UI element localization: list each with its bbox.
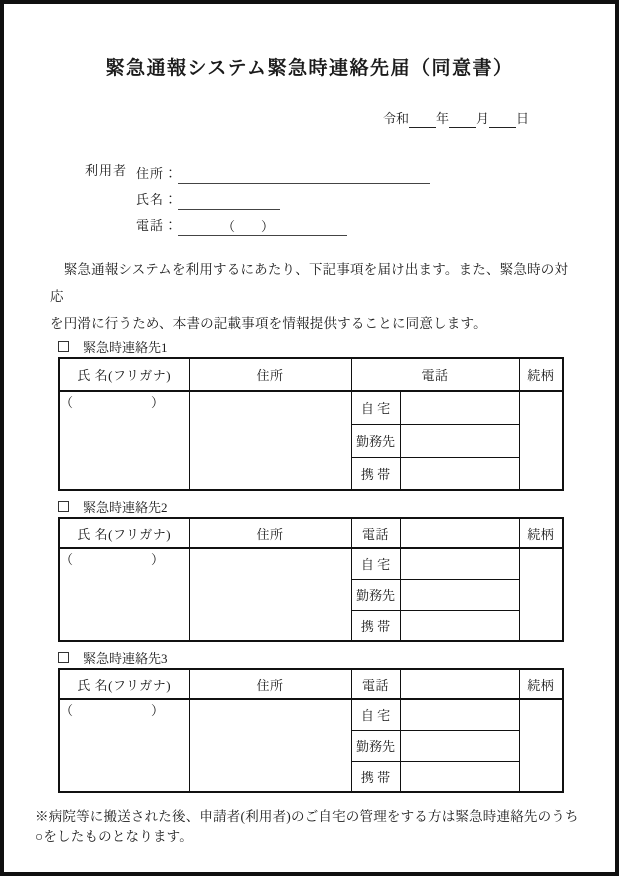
intro-paragraph <box>50 256 580 337</box>
table-header-row <box>59 669 563 699</box>
phone-mobile-input-cell <box>400 457 519 490</box>
col-header-phone-empty <box>400 518 519 548</box>
col-header-name: 氏 名(フリガナ) <box>59 518 189 548</box>
phone-mobile-label: 携 帯 <box>351 761 400 792</box>
phone-home-label: 自 宅 <box>351 391 400 424</box>
user-fields <box>136 158 430 236</box>
table-header-row <box>59 518 563 548</box>
footnote-line-2: ○をしたものとなります。 <box>35 829 193 844</box>
col-header-phone: 電話 <box>351 669 400 699</box>
col-header-phone: 電話 <box>351 518 400 548</box>
user-address-line <box>136 158 430 184</box>
phone-home-input-cell <box>400 391 519 424</box>
day-blank-field <box>489 114 516 128</box>
name-input-cell <box>59 548 189 641</box>
phone-work-label: 勤務先 <box>351 579 400 610</box>
col-header-relation: 続柄 <box>519 669 563 699</box>
emergency-contact-table-2 <box>58 517 564 642</box>
furigana-parens: （ ） <box>60 395 165 410</box>
col-header-address: 住所 <box>189 518 351 548</box>
section-label-text: 緊急時連絡先2 <box>83 499 168 515</box>
phone-home-label: 自 宅 <box>351 548 400 579</box>
address-input-cell <box>189 699 351 792</box>
relation-input-cell <box>519 548 563 641</box>
phone-mobile-input-cell <box>400 761 519 792</box>
user-info-block <box>85 158 615 236</box>
intro-line-2: を円滑に行うため、本書の記載事項を情報提供することに同意します。 <box>50 316 487 331</box>
col-header-name: 氏 名(フリガナ) <box>59 669 189 699</box>
address-blank-field <box>178 166 430 184</box>
section-label-contact-1 <box>58 337 615 355</box>
year-blank-field <box>409 114 436 128</box>
section-label-contact-2 <box>58 497 615 515</box>
relation-input-cell <box>519 699 563 792</box>
month-blank-field <box>449 114 476 128</box>
checkbox-icon <box>58 501 69 512</box>
phone-label: 電話： <box>136 218 179 233</box>
phone-work-label: 勤務先 <box>351 730 400 761</box>
table-row <box>59 699 563 730</box>
date-line <box>4 110 615 128</box>
phone-mobile-label: 携 帯 <box>351 610 400 641</box>
name-label: 氏名： <box>136 192 179 207</box>
phone-mobile-input-cell <box>400 610 519 641</box>
col-header-address: 住所 <box>189 669 351 699</box>
phone-blank-field: （ ） <box>178 218 347 236</box>
section-label-text: 緊急時連絡先1 <box>83 339 168 355</box>
col-header-address: 住所 <box>189 358 351 391</box>
phone-mobile-label: 携 帯 <box>351 457 400 490</box>
address-label: 住所： <box>136 166 179 181</box>
name-blank-field <box>178 192 280 210</box>
phone-home-input-cell <box>400 699 519 730</box>
col-header-relation: 続柄 <box>519 358 563 391</box>
phone-work-label: 勤務先 <box>351 424 400 457</box>
col-header-relation: 続柄 <box>519 518 563 548</box>
footnote <box>35 807 595 847</box>
name-input-cell <box>59 391 189 490</box>
furigana-parens: （ ） <box>60 552 165 567</box>
user-phone-line <box>136 210 430 236</box>
relation-input-cell <box>519 391 563 490</box>
address-input-cell <box>189 391 351 490</box>
table-row <box>59 391 563 424</box>
furigana-parens: （ ） <box>60 703 165 718</box>
phone-home-label: 自 宅 <box>351 699 400 730</box>
emergency-contact-table-1 <box>58 357 564 491</box>
page-title: 緊急通報システム緊急時連絡先届（同意書） <box>105 58 514 79</box>
phone-work-input-cell <box>400 579 519 610</box>
col-header-phone-empty <box>400 669 519 699</box>
user-name-line <box>136 184 430 210</box>
name-input-cell <box>59 699 189 792</box>
col-header-name: 氏 名(フリガナ) <box>59 358 189 391</box>
phone-work-input-cell <box>400 424 519 457</box>
phone-home-input-cell <box>400 548 519 579</box>
year-suffix: 年 <box>435 111 449 126</box>
checkbox-icon <box>58 341 69 352</box>
section-label-text: 緊急時連絡先3 <box>83 650 168 666</box>
intro-line-1: 緊急通報システムを利用するにあたり、下記事項を届け出ます。また、緊急時の対応 <box>50 262 569 304</box>
day-suffix: 日 <box>515 111 529 126</box>
footnote-line-1: ※病院等に搬送された後、申請者(利用者)のご自宅の管理をする方は緊急時連絡先のうち <box>35 809 579 824</box>
emergency-contact-table-3 <box>58 668 564 793</box>
table-header-row <box>59 358 563 391</box>
checkbox-icon <box>58 652 69 663</box>
era-label: 令和 <box>382 111 409 126</box>
col-header-phone: 電話 <box>351 358 519 391</box>
table-row <box>59 548 563 579</box>
month-suffix: 月 <box>475 111 489 126</box>
section-label-contact-3 <box>58 648 615 666</box>
phone-work-input-cell <box>400 730 519 761</box>
address-input-cell <box>189 548 351 641</box>
user-label: 利用者 <box>85 163 128 178</box>
